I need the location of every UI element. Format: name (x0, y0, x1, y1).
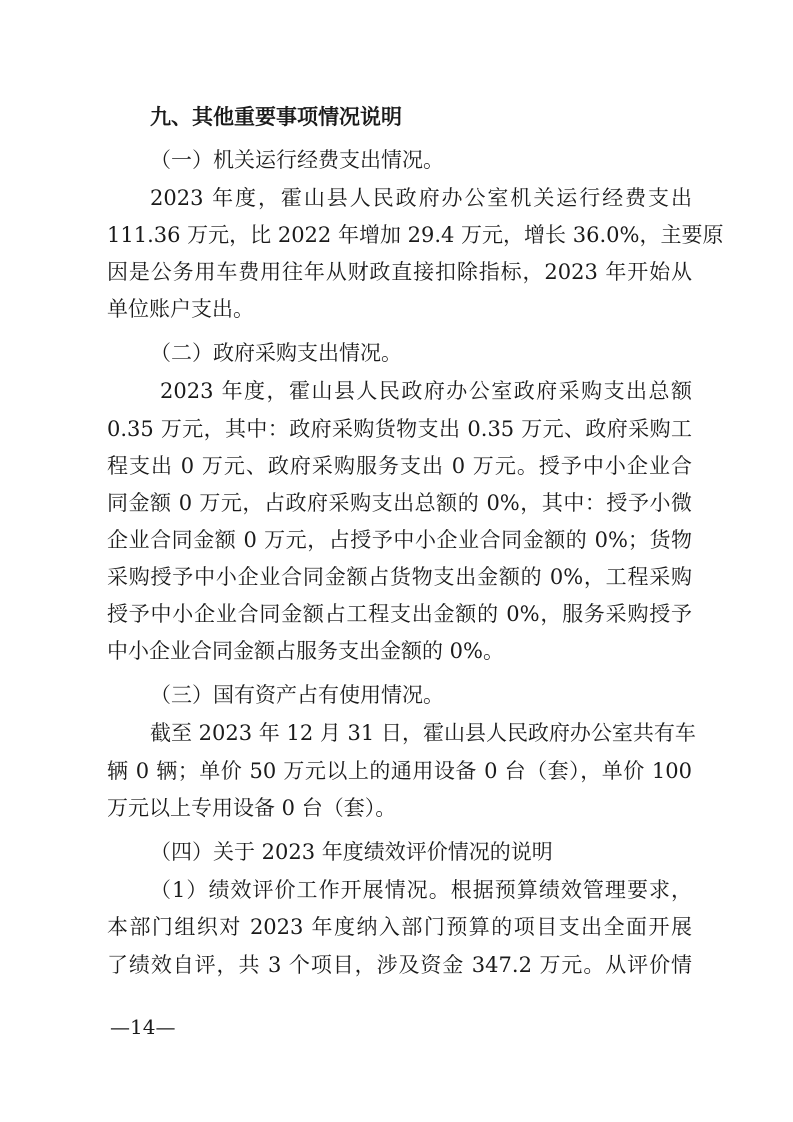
sub2-line-4: 同金额 0 万元，占政府采购支出总额的 0%，其中：授予小微 (107, 491, 692, 515)
sub2-heading: （二）政府采购支出情况。 (150, 341, 402, 365)
sub4-line-1: （1）绩效评价工作开展情况。根据预算绩效管理要求， (150, 878, 692, 902)
sub2-line-3: 程支出 0 万元、政府采购服务支出 0 万元。授予中小企业合 (107, 454, 692, 478)
sub1-line-2: 111.36 万元，比 2022 年增加 29.4 万元，增长 36.0%，主要原 (107, 223, 724, 247)
sub2-line-8: 中小企业合同金额占服务支出金额的 0%。 (107, 639, 504, 663)
sub4-heading: （四）关于 2023 年度绩效评价情况的说明 (150, 840, 553, 864)
sub3-line-2: 辆 0 辆；单价 50 万元以上的通用设备 0 台（套），单价 100 (107, 759, 692, 783)
sub2-line-5: 企业合同金额 0 万元，占授予中小企业合同金额的 0%；货物 (107, 528, 692, 552)
sub2-line-6: 采购授予中小企业合同金额占货物支出金额的 0%，工程采购 (107, 565, 692, 589)
sub1-line-3: 因是公务用车费用往年从财政直接扣除指标，2023 年开始从 (107, 260, 692, 284)
sub1-line-4: 单位账户支出。 (107, 297, 254, 321)
sub1-heading: （一）机关运行经费支出情况。 (150, 148, 444, 172)
sub4-line-3: 了绩效自评，共 3 个项目，涉及资金 347.2 万元。从评价情 (107, 953, 692, 977)
sub2-line-2: 0.35 万元，其中：政府采购货物支出 0.35 万元、政府采购工 (107, 417, 692, 441)
sub3-heading: （三）国有资产占有使用情况。 (150, 683, 444, 707)
section-title: 九、其他重要事项情况说明 (150, 105, 402, 129)
sub3-line-1: 截至 2023 年 12 月 31 日，霍山县人民政府办公室共有车 (150, 721, 696, 745)
page-number: —14— (110, 1015, 176, 1039)
sub4-line-2: 本部门组织对 2023 年度纳入部门预算的项目支出全面开展 (107, 915, 692, 939)
sub2-line-7: 授予中小企业合同金额占工程支出金额的 0%，服务采购授予 (107, 602, 692, 626)
sub2-line-1: 2023 年度，霍山县人民政府办公室政府采购支出总额 (160, 379, 692, 403)
sub3-line-3: 万元以上专用设备 0 台（套）。 (107, 796, 397, 820)
sub1-line-1: 2023 年度，霍山县人民政府办公室机关运行经费支出 (150, 186, 692, 210)
